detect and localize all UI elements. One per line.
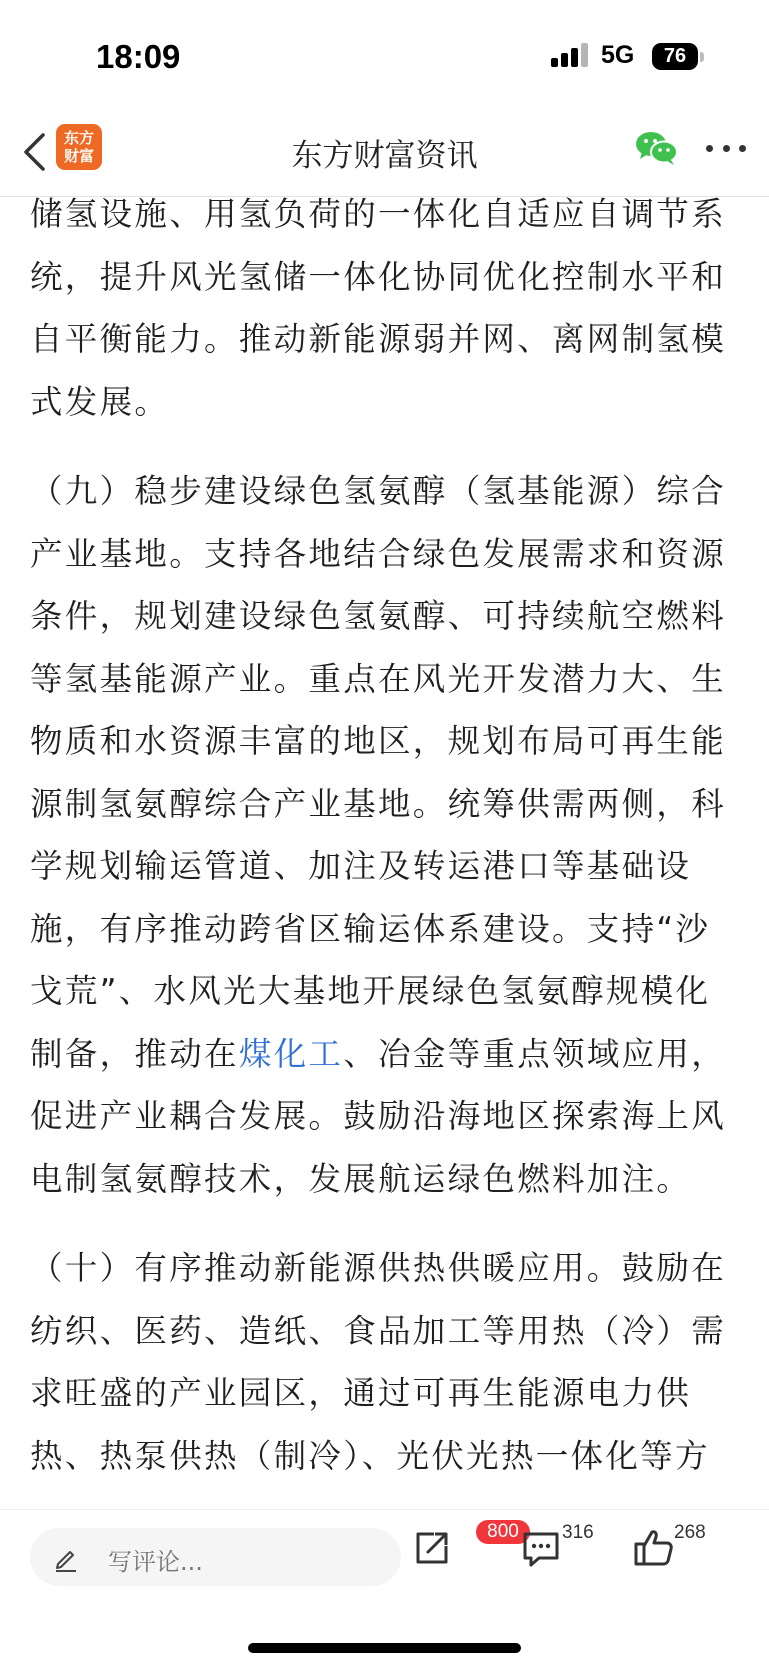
page-title: 东方财富资讯 bbox=[291, 138, 478, 174]
share-count-badge: 800 bbox=[476, 1520, 530, 1544]
battery-icon bbox=[652, 43, 698, 70]
comment-input[interactable] bbox=[30, 1528, 401, 1586]
battery-tip bbox=[700, 52, 704, 62]
status-bar bbox=[0, 0, 769, 108]
article-paragraph: 储氢设施、用氢负荷的一体化自适应自调节系统，提升风光氢储一体化协同优化控制水平和自平衡能力。推动新能源弱并网、离网制氢模式发展。 bbox=[30, 196, 727, 421]
like-count: 268 bbox=[674, 1522, 706, 1543]
network-type: 5G bbox=[601, 41, 635, 69]
article-body bbox=[30, 196, 745, 1509]
bottom-action-bar bbox=[0, 1509, 769, 1666]
logo-line-1: 东方 bbox=[63, 129, 94, 147]
paragraph-text: （九）稳步建设绿色氢氨醇（氢基能源）综合产业基地。支持各地结合绿色发展需求和资源条件，规划建设绿色氢氨醇、可持续航空燃料等氢基能源产业。重点在风光开发潜力大、生物质和水资源丰富的地区，规划布局可再生能源制氢氨醇综合产业基地。统筹供需两侧，科学规划输运管道、加注及转运港口等基础设施，有序推动跨省区输运体系建设。支持“沙戈荒”、水风光大基地开展绿色氢氨醇规模化制备，推动在 bbox=[30, 472, 727, 1073]
stock-link-coal-chemical[interactable]: 煤化工 bbox=[238, 1034, 344, 1073]
wechat-share-icon[interactable] bbox=[634, 128, 680, 168]
battery-level: 76 bbox=[663, 45, 687, 67]
comment-placeholder: 写评论... bbox=[108, 1548, 203, 1576]
comment-icon[interactable] bbox=[517, 1524, 565, 1572]
paragraph-text: 、冶金等重点领域应用，促进产业耦合发展。鼓励沿海地区探索海上风电制氢氨醇技术，发展航运绿色燃料加注。 bbox=[30, 1034, 727, 1198]
home-indicator bbox=[248, 1643, 521, 1653]
thumbs-up-icon[interactable] bbox=[630, 1524, 678, 1572]
more-options-icon[interactable] bbox=[706, 140, 746, 156]
article-paragraph: （十）有序推动新能源供热供暖应用。鼓励在纺织、医药、造纸、食品加工等用热（冷）需求旺盛的产业园区，通过可再生能源电力供热、热泵供热（制冷）、光伏光热一体化等方 bbox=[30, 1249, 727, 1475]
article-paragraph bbox=[30, 460, 745, 1210]
status-time: 18:09 bbox=[96, 38, 181, 75]
comment-count: 316 bbox=[562, 1522, 594, 1543]
pen-icon bbox=[52, 1544, 80, 1572]
signal-icon bbox=[551, 45, 591, 69]
nav-bar bbox=[0, 108, 769, 197]
share-icon[interactable] bbox=[408, 1524, 456, 1572]
logo-line-2: 财富 bbox=[63, 147, 94, 165]
